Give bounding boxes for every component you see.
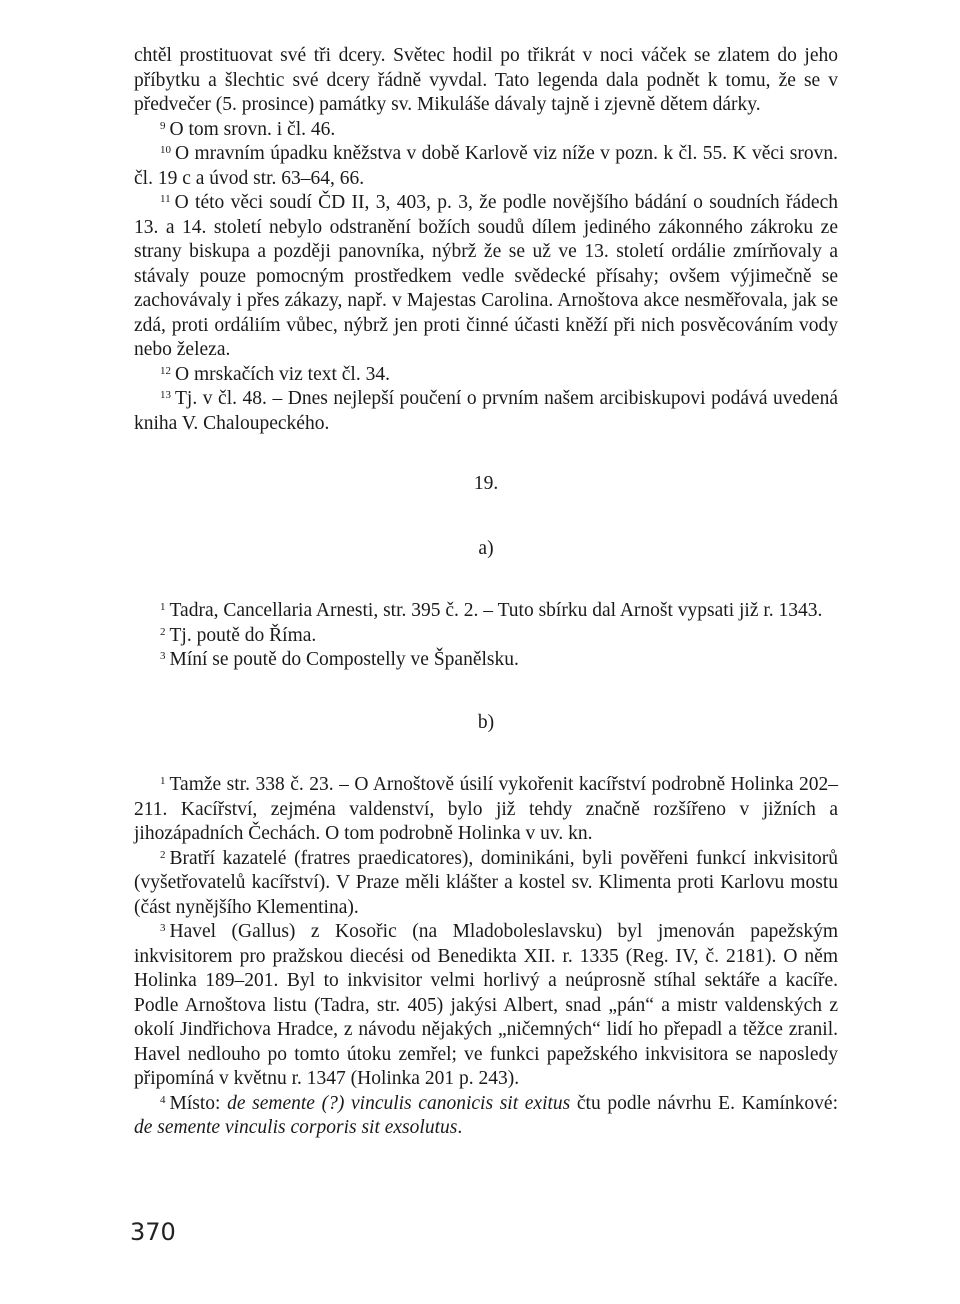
footnote-marker: 2	[160, 625, 166, 638]
footnote-marker: 1	[160, 775, 166, 787]
footnote-text: O tom srovn. i čl. 46.	[169, 118, 336, 140]
section-b-note-1	[134, 773, 838, 847]
section-a-note-1	[134, 599, 838, 624]
footnote-marker: 3	[160, 650, 166, 662]
footnote-10	[134, 142, 838, 191]
footnote-marker: 9	[160, 119, 166, 132]
footnote-text: Havel (Gallus) z Kosořic (na Mladoboleslavsku) byl jmenován papežským inkvisitorem pro pražskou diecési od Benedikta XII. r. 1335 (Reg. IV, č. 2181). O něm Holinka 189–201. Byl to inkvisitor velmi horlivý a neúprosně stíhal sektáře a kacíře. Podle Arnoštova listu (Tadra, str. 405) jakýsi Albert, snad „pán“ a mistr valdenských z okolí Jindřichova Hradce, z návodu nějakých „ničemných“ lidí ho přepadl a těžce zranil. Havel nedlouho po tomto útoku zemřel; ve funkci papežského inkvisitora se naposledy připomíná v květnu r. 1347 (Holinka 201 p. 243).	[134, 921, 838, 1089]
section-number: 19.	[473, 473, 499, 494]
footnote-12	[134, 363, 838, 388]
footnote-marker: 11	[160, 193, 171, 205]
page-number: 370	[130, 1218, 176, 1246]
footnote-marker: 13	[160, 389, 171, 401]
page-body	[134, 44, 838, 1141]
latin-reading-original: de semente (?) vinculis canonicis sit exitus	[227, 1092, 571, 1114]
footnote-end: .	[457, 1117, 463, 1138]
footnote-text: O této věci soudí ČD II, 3, 403, p. 3, že podle novějšího bádání o soudních řádech 13. a 14. století nebylo odstranění božích soudů dílem jediného zákonného zákroku ze strany biskupa a později panovníka, nýbrž že se už ve 13. století ordálie zmírňovaly a stávaly pouze pomocným prostředkem vedle svědecké přísahy; ovšem výjimečně se zachovávaly i přes zákazy, např. v Majestas Carolina. Arnoštova akce nesměřovala, jak se zdá, proti ordáliím vůbec, nýbrž jen proti činné účasti kněží při nich posvěcováním vody nebo železa.	[134, 192, 838, 360]
footnote-marker: 10	[160, 144, 171, 156]
section-b-heading: b)	[477, 711, 495, 733]
footnote-text: Míní se poutě do Compostelly ve Španělsku.	[169, 649, 519, 670]
footnote-text: Tamže str. 338 č. 23. – O Arnoštově úsilí vykořenit kacířství podrobně Holinka 202–211. Kacířství, zejména valdenství, bylo již tehdy značně rozšířeno v jižních a jihozápadních Čechách. O tom podrobně Holinka v uv. kn.	[134, 774, 838, 844]
footnote-marker: 4	[160, 1093, 166, 1106]
footnote-text: Tj. v čl. 48. – Dnes nejlepší poučení o prvním našem arcibiskupovi podává uvedená kniha V. Chaloupeckého.	[134, 388, 838, 434]
note-continuation: chtěl prostituovat své tři dcery. Světec hodil po třikrát v noci váček se zlatem do jeho příbytku a šlechtic své dcery řádně vyvdal. Tato legenda dala podnět k tomu, že se v předvečer (5. prosince) památky sv. Mikuláše dávaly tajně i zjevně dětem dárky.	[134, 45, 838, 115]
footnote-marker: 1	[160, 601, 166, 613]
footnote-marker: 2	[160, 848, 166, 861]
section-a-note-2	[134, 624, 838, 649]
section-b-note-4	[134, 1092, 838, 1141]
footnote-lead: Místo:	[169, 1092, 228, 1114]
section-a-note-3	[134, 648, 838, 673]
footnote-text: Bratří kazatelé (fratres praedicatores), dominikáni, byli pověřeni funkcí inkvisitorů (vyšetřovatelů kacířství). V Praze měli klášter a kostel sv. Klimenta proti Karlovu mostu (část nynějšího Klementina).	[134, 847, 838, 918]
footnote-mid: čtu podle návrhu E. Kamínkové:	[570, 1092, 838, 1114]
section-b-note-2	[134, 847, 838, 921]
latin-reading-proposed: de semente vinculis corporis sit exsolutus	[134, 1117, 458, 1138]
footnote-marker: 12	[160, 364, 171, 377]
footnote-text: Tadra, Cancellaria Arnesti, str. 395 č. 2. – Tuto sbírku dal Arnošt vypsati již r. 1343.	[169, 600, 823, 621]
footnote-text: O mravním úpadku kněžstva v době Karlově viz níže v pozn. k čl. 55. K věci srovn. čl. 19 c a úvod str. 63–64, 66.	[134, 143, 838, 189]
footnote-marker: 3	[160, 922, 166, 934]
footnote-text: O mrskačích viz text čl. 34.	[175, 363, 390, 385]
footnote-9	[134, 118, 838, 143]
section-b-note-3	[134, 920, 838, 1092]
footnote-text: Tj. poutě do Říma.	[169, 624, 317, 646]
section-a-heading: a)	[478, 537, 494, 559]
footnote-13	[134, 387, 838, 436]
footnote-11	[134, 191, 838, 363]
